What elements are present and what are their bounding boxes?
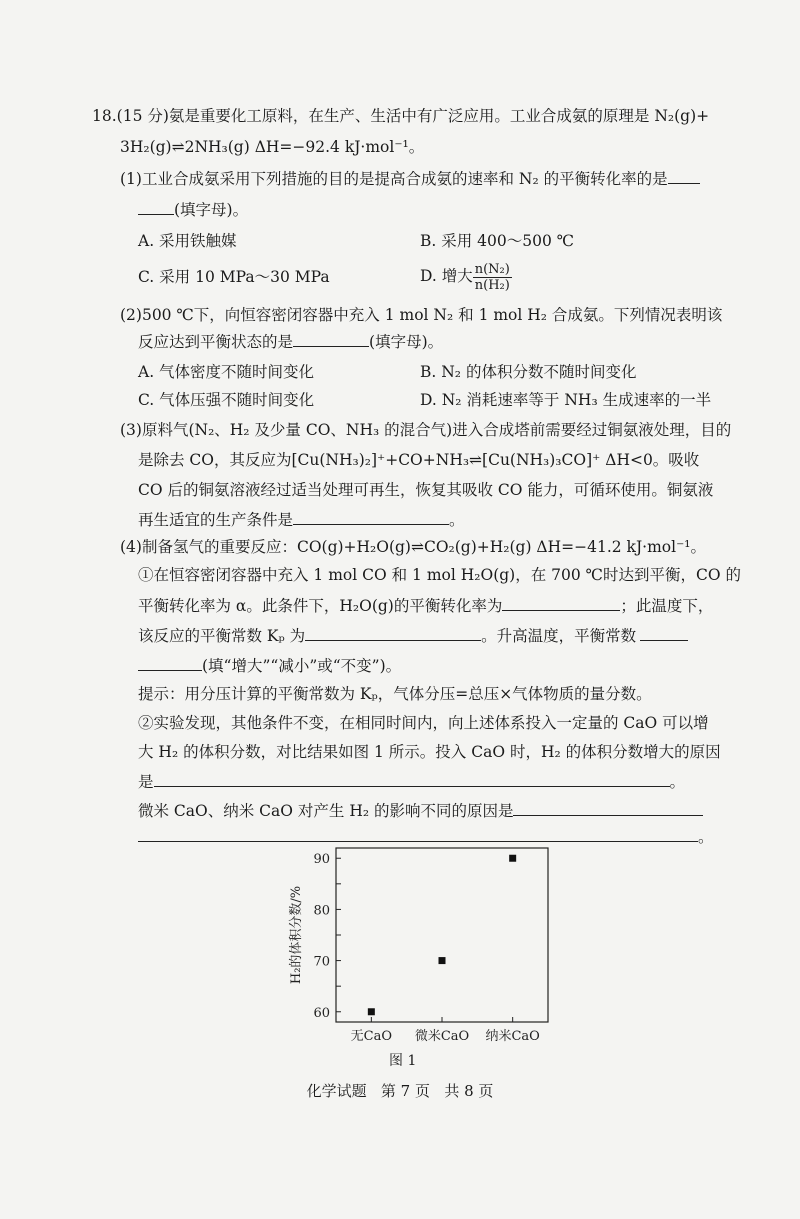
part2-option-d: D. N₂ 消耗速率等于 NH₃ 生成速率的一半 [420,391,712,409]
y-tick-label: 60 [313,1005,330,1021]
part4-2-difference-text: 微米 CaO、纳米 CaO 对产生 H₂ 的影响不同的原因是 [138,802,514,820]
fraction-denominator: n(H₂) [474,277,510,293]
part3-line2: 是除去 CO，其反应为[Cu(NH₃)₂]⁺+CO+NH₃⇌[Cu(NH₃)₃CO]⁺ ΔH<0。吸收 [138,451,700,469]
part4-1-text: 平衡转化率为 α。此条件下，H₂O(g)的平衡转化率为 [138,597,503,615]
question-18-intro-line2: 3H₂(g)⇌2NH₃(g) ΔH=−92.4 kJ·mol⁻¹。 [120,138,425,156]
part4-2-line2: 大 H₂ 的体积分数，对比结果如图 1 所示。投入 CaO 时，H₂ 的体积分数增大的原因 [138,743,721,761]
part4-1-kp-suffix: 。升高温度，平衡常数 [481,627,637,645]
part4-2-reason-text: 是 [138,773,154,791]
part4-2-difference-suffix: 。 [698,828,714,846]
part1-option-b: B. 采用 400～500 ℃ [420,232,575,250]
data-point [509,855,516,862]
part4-1-kp-text: 该反应的平衡常数 Kₚ 为 [138,627,306,645]
chart-y-axis-label: H₂的体积分数/% [289,885,304,985]
part2-stem-line1: (2)500 ℃下，向恒容密闭容器中充入 1 mol N₂ 和 1 mol H₂ 合成氨。下列情况表明该 [120,306,723,324]
chart-x-ticks [351,1017,540,1044]
part4-hint: 提示：用分压计算的平衡常数为 Kₚ，气体分压=总压×气体物质的量分数。 [138,685,652,703]
part1-stem-text: (1)工业合成氨采用下列措施的目的是提高合成氨的速率和 N₂ 的平衡转化率的是 [120,170,668,188]
part4-2-reason-suffix: 。 [669,773,686,791]
part3-stem-suffix: 。 [449,511,465,529]
footer-subject: 化学试题 [306,1082,367,1100]
part1-option-a: A. 采用铁触媒 [138,232,237,250]
data-point [368,1008,375,1015]
part2-stem-text: 反应达到平衡状态的是 [138,333,294,351]
part1-stem-suffix: (填字母)。 [174,201,249,219]
y-tick-label: 70 [313,954,330,970]
question-score: (15 分) [116,107,169,125]
figure-caption: 图 1 [389,1053,417,1069]
part4-stem: (4)制备氢气的重要反应：CO(g)+H₂O(g)⇌CO₂(g)+H₂(g) ΔH=−41.2 kJ·mol⁻¹。 [120,538,706,556]
chart-plot-frame [336,848,548,1022]
part1-option-d-prefix: D. 增大 [420,267,473,285]
y-tick-label: 80 [313,903,330,919]
question-intro-text: 氨是重要化工原料，在生产、生活中有广泛应用。工业合成氨的原理是 N₂(g)+ [168,107,710,125]
chart-points [368,855,516,1016]
part4-1-text-suffix: ；此温度下， [620,597,714,615]
part2-stem-suffix: (填字母)。 [369,333,444,351]
data-point [439,957,446,964]
part3-line1: (3)原料气(N₂、H₂ 及少量 CO、NH₃ 的混合气)进入合成塔前需要经过铜氨液处理，目的 [120,421,732,439]
footer-page-number: 第 7 页 [380,1082,430,1100]
part2-option-a: A. 气体密度不随时间变化 [138,363,315,381]
x-tick-label: 纳米CaO [485,1029,540,1044]
fraction-numerator: n(N₂) [474,261,510,277]
part4-2-line1: ②实验发现，其他条件不变，在相同时间内，向上述体系投入一定量的 CaO 可以增 [138,714,709,732]
part3-line3: CO 后的铜氨溶液经过适当处理可再生，恢复其吸收 CO 能力，可循环使用。铜氨液 [138,481,714,499]
part4-1-line1: ①在恒容密闭容器中充入 1 mol CO 和 1 mol H₂O(g)，在 700 ℃时达到平衡，CO 的 [138,566,741,584]
x-tick-label: 无CaO [350,1029,393,1044]
page-footer [0,1080,800,1101]
part3-stem-text: 再生适宜的生产条件是 [138,511,294,529]
part2-option-b: B. N₂ 的体积分数不随时间变化 [420,363,637,381]
x-tick-label: 微米CaO [414,1029,470,1044]
chart-y-ticks [313,852,341,1021]
part1-option-c: C. 采用 10 MPa～30 MPa [138,268,330,286]
question-number: 18. [92,107,117,125]
y-tick-label: 90 [313,852,330,868]
footer-total-pages: 共 8 页 [444,1082,494,1100]
part2-option-c: C. 气体压强不随时间变化 [138,391,315,409]
part4-1-trend-suffix: (填“增大”“减小”或“不变”)。 [202,657,402,675]
